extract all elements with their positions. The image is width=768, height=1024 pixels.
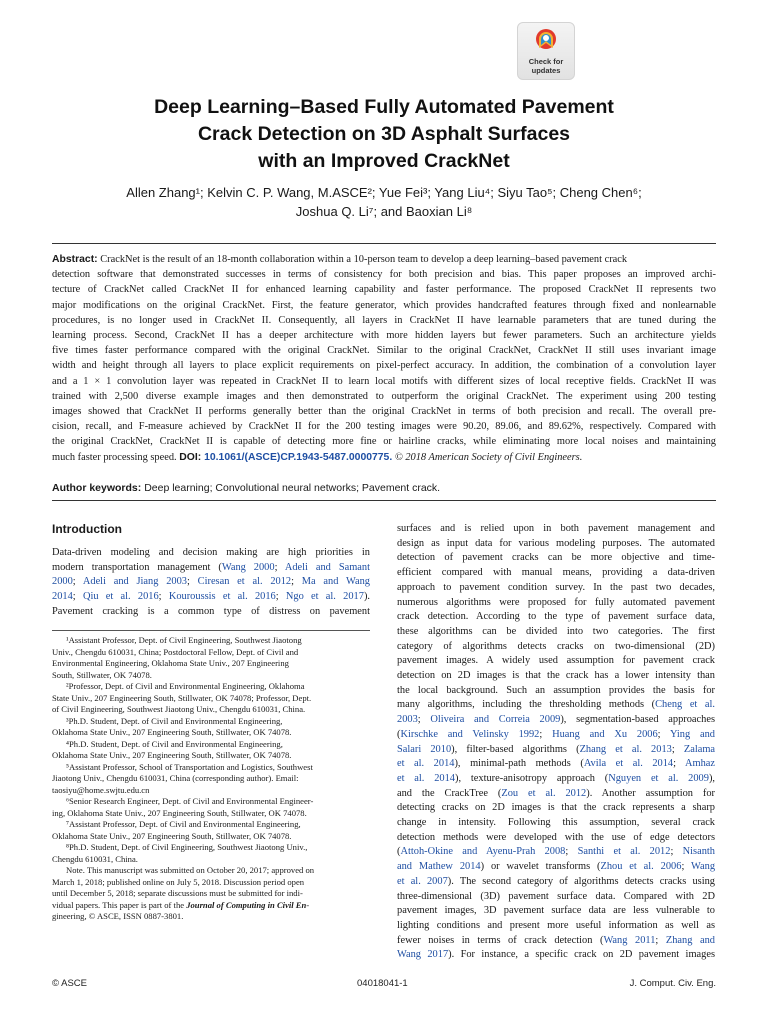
left-column	[52, 546, 370, 620]
body-text: ;	[72, 576, 83, 588]
citation-link[interactable]: Oliveira and Correia 2009	[430, 714, 561, 726]
footnote-text: Note. This manuscript was submitted on October 20, 2017; approved on	[66, 865, 315, 875]
body-line	[397, 610, 715, 625]
citation-link[interactable]: Salari 2010	[397, 743, 452, 755]
body-text: three-dimensional (3D) pavement surface data. Compared with 2D	[397, 890, 715, 902]
citation-link[interactable]: Santhi et al. 2012	[577, 846, 671, 858]
body-text: ;	[187, 576, 198, 588]
body-text: ;	[275, 591, 286, 603]
footnote-line	[52, 888, 370, 900]
footnote-line	[52, 681, 370, 693]
body-line	[397, 625, 715, 640]
citation-link[interactable]: Adeli and Samant	[284, 561, 370, 573]
footnote-line	[52, 819, 370, 831]
abstract-line: detection software that demonstrated successes in terms of consistency for both precision and bias. This paper proposes an improved archi-	[52, 269, 716, 281]
body-text: ;	[539, 728, 553, 740]
citation-link[interactable]: Zhou et al. 2006	[600, 861, 682, 873]
title-line: Deep Learning–Based Fully Automated Pavement	[154, 96, 614, 118]
footnote-text: ing, Oklahoma State Univ., 207 Engineering South, Stillwater, OK 74078.	[52, 807, 307, 818]
body-text: ;	[670, 846, 683, 858]
keywords-text: Deep learning; Convolutional neural networks; Pavement crack.	[144, 482, 441, 494]
footnote-line	[52, 693, 370, 705]
keywords-label: Author keywords:	[52, 482, 142, 494]
author-keywords	[52, 481, 716, 495]
footnote-line	[52, 785, 370, 797]
body-text: ), segmentation-based approaches	[560, 714, 715, 726]
body-text: ;	[158, 591, 169, 603]
body-line	[397, 919, 715, 934]
citation-link[interactable]: Kirschke and Velinsky 1992	[400, 728, 540, 740]
abstract-line: procedures, is no longer used in CrackNet II. Consequently, all layers in CrackNet II have learnable parameters that are tuned during the	[52, 314, 716, 326]
body-line	[397, 566, 715, 581]
body-line	[397, 875, 715, 890]
body-text: ;	[673, 758, 685, 770]
footnote-text: ²Professor, Dept. of Civil and Environmental Engineering, Oklahoma	[66, 681, 305, 691]
body-text: these algorithms can be divided into two categories. The first	[397, 625, 715, 637]
footnote-line	[52, 900, 370, 912]
footnote-line	[52, 877, 370, 889]
citation-link[interactable]: et al. 2007	[397, 875, 448, 887]
body-line	[397, 728, 715, 743]
footnote-line	[52, 831, 370, 843]
body-text: ).	[363, 591, 370, 603]
citation-link[interactable]: Zou et al. 2012	[501, 787, 587, 799]
abstract-text: CrackNet is the result of an 18-month collaboration within a 10-person team to develop a deep learning–based pavement crack	[100, 254, 628, 265]
footnote-text: taosiyu@home.swjtu.edu.cn	[52, 784, 150, 795]
citation-link[interactable]: Cheng et al.	[655, 699, 715, 711]
footnote-line	[52, 739, 370, 751]
section-heading: Introduction	[52, 522, 122, 536]
body-line	[397, 890, 715, 905]
footnote-line	[52, 727, 370, 739]
footnote-line	[52, 911, 370, 923]
title-line: Crack Detection on 3D Asphalt Surfaces	[197, 123, 571, 145]
body-text: ;	[417, 714, 431, 726]
footnote-text: of Civil Engineering, Southwest Jiaotong Univ., Chengdu 610031, China.	[52, 704, 306, 714]
body-text: crack detection. According to the type of pavement surface data,	[397, 611, 715, 623]
body-line	[397, 698, 715, 713]
body-text: Pavement cracking is a common type of distress on pavement	[52, 605, 370, 617]
footnote-text: ⁸Ph.D. Student, Dept. of Civil Engineering, Southwest Jiaotong Univ.,	[66, 842, 308, 852]
body-text: numerous algorithms were proposed for fully automated pavement	[397, 596, 715, 608]
footer-article-number: 04018041-1	[357, 978, 408, 989]
body-line	[52, 590, 370, 605]
footnote-text: Oklahoma State Univ., 207 Engineering South, Stillwater, OK 74078.	[52, 727, 292, 737]
footnote-text: South, Stillwater, OK 74078.	[52, 669, 152, 680]
citation-link[interactable]: Ying and	[669, 728, 715, 740]
footnote-text: until December 5, 2018; separate discussions must be submitted for indi-	[52, 888, 303, 898]
footnote-text: ⁴Ph.D. Student, Dept. of Civil and Environmental Engineering,	[66, 738, 283, 749]
footnote-line	[52, 635, 370, 647]
footnote-line	[52, 762, 370, 774]
footnote-line	[52, 854, 370, 866]
body-text: detection on 2D images is that the crack has a lower intensity than	[397, 670, 715, 682]
footnote-line	[52, 865, 370, 877]
body-text: detecting cracks on 2D images is that the crack represents a sharp	[397, 802, 715, 814]
paper-title	[60, 94, 708, 175]
body-text: pavement images, 3D pavement surface data are less vulnerable to	[397, 905, 715, 917]
body-text: efficient compared with manual means, providing a data-driven	[397, 567, 715, 579]
body-text: ). For instance, a specific crack on 2D pavement images	[448, 949, 715, 961]
right-column	[397, 522, 715, 963]
body-line	[397, 684, 715, 699]
body-text: lighting conditions and present more useful information as well as	[397, 919, 715, 931]
citation-link[interactable]: Attoh-Okine and Ayenu-Prah 2008	[400, 846, 566, 858]
citation-link[interactable]: Avila et al. 2014	[583, 758, 674, 770]
body-text: ), texture-anisotropy approach (	[455, 772, 609, 784]
footnote-line	[52, 716, 370, 728]
body-line	[397, 934, 715, 949]
abstract-line: five times faster performance compared with the original CrackNet. Similar to the original CrackNet, CrackNet II still uses invariant image	[52, 345, 716, 357]
citation-link[interactable]: Qiu et al. 2016	[82, 591, 159, 603]
body-line	[52, 605, 370, 620]
citation-link[interactable]: Kouroussis et al. 2016	[168, 591, 276, 603]
body-line	[397, 551, 715, 566]
footer-journal: J. Comput. Civ. Eng.	[629, 978, 716, 989]
body-line	[397, 640, 715, 655]
citation-link[interactable]: Nguyen et al. 2009	[608, 772, 709, 784]
body-line	[397, 831, 715, 846]
footer-publisher: © ASCE	[52, 978, 87, 989]
body-text: approach to pavement condition survey. In the past two decades,	[397, 581, 715, 593]
footnote-line	[52, 842, 370, 854]
citation-link[interactable]: Huang and Xu 2006	[552, 728, 658, 740]
body-text: ),	[708, 772, 715, 784]
abstract-line: cision, recall, and F-measure achieved by CrackNet II for the 200 testing images were 90.20, 89.06, and 89.62%, respectively. Compared with	[52, 421, 716, 433]
abstract-line: and a 1 × 1 convolution layer was repeated in CrackNet II to learn local motifs with different sizes of local receptive fields. CrackNet II was	[52, 375, 716, 387]
footnote-line	[52, 808, 370, 820]
citation-link[interactable]: Wang 2017	[397, 949, 449, 961]
abstract-body	[52, 267, 716, 449]
footnote-text: Univ., Chengdu 610031, China; Postdoctoral Fellow, Dept. of Civil and	[52, 646, 299, 657]
citation-link[interactable]: Zhang et al. 2013	[579, 743, 672, 755]
citation-link[interactable]: Ma and Wang	[301, 576, 370, 588]
citation-link[interactable]: 2003	[397, 714, 418, 726]
footnote-text: vidual papers. This paper is part of the	[52, 899, 187, 910]
abstract-line: learning process. Second, CrackNet II has a deeper architecture with more hidden layers but fewer parameters. Such an architecture yields	[52, 330, 716, 342]
citation-link[interactable]: Ciresan et al. 2012	[197, 576, 292, 588]
body-line	[397, 743, 715, 758]
body-text: change in intensity. Following this assumption, several crack	[397, 817, 715, 829]
footnotes	[52, 635, 370, 923]
abstract-line: tecture of CrackNet called CrackNet II for enhanced learning capability and faster performance. The proposed CrackNet II represents two	[52, 284, 716, 296]
citation-link[interactable]: et al. 2014	[397, 772, 456, 784]
badge-line-2: updates	[531, 66, 561, 75]
body-line	[52, 561, 370, 576]
footnote-line	[52, 647, 370, 659]
abstract-text: much faster processing speed.	[52, 451, 177, 463]
abstract-line	[52, 450, 716, 465]
abstract-line: images showed that CrackNet II performs generally better than the original CrackNet in terms of both precision and recall. The overall pre-	[52, 406, 716, 418]
footnote-text: ³Ph.D. Student, Dept. of Civil and Environmental Engineering,	[66, 715, 283, 726]
body-text: ;	[72, 591, 83, 603]
footnote-text: ¹Assistant Professor, Dept. of Civil Engineering, Southwest Jiaotong	[66, 635, 302, 645]
body-text: Data-driven modeling and decision making are high priorities in	[52, 547, 370, 558]
body-line	[397, 522, 715, 537]
footnote-line	[52, 796, 370, 808]
citation-link[interactable]: Wang 2000	[221, 561, 275, 573]
body-line	[52, 546, 370, 561]
body-text: ) or wavelet transforms (	[480, 861, 601, 873]
doi	[179, 452, 392, 463]
journal-name: Journal of Computing in Civil En-	[186, 899, 310, 910]
body-text: ;	[671, 743, 684, 755]
abstract-line: trained with 2,500 diverse example images and then demonstrated to outperform the original CrackNet. The experiment using 200 testing	[52, 390, 716, 402]
body-text: (	[397, 846, 401, 858]
body-text: category of algorithms detects cracks on two-dimensional (2D)	[397, 640, 715, 652]
crossmark-icon	[535, 28, 557, 56]
citation-link[interactable]: Zalama	[683, 743, 715, 755]
doi-label: DOI:	[179, 451, 202, 463]
citation-link[interactable]: 2014	[52, 591, 73, 603]
footnote-line	[52, 670, 370, 682]
body-text: ). The second category of algorithms detects cracks using	[447, 875, 715, 887]
footnote-text: ⁶Senior Research Engineer, Dept. of Civil and Environmental Engineer-	[66, 796, 314, 806]
body-text: design as input data for various modeling purposes. The automated	[397, 537, 715, 549]
doi-link[interactable]: 10.1061/(ASCE)CP.1943-5487.0000775.	[204, 451, 393, 463]
footnote-text: Chengdu 610031, China.	[52, 853, 138, 864]
citation-link[interactable]: Zhang and	[665, 934, 715, 946]
body-line	[397, 713, 715, 728]
body-text: detection methods were developed with the use of edge detectors	[397, 831, 715, 843]
body-line	[397, 948, 715, 963]
body-line	[52, 575, 370, 590]
body-line	[397, 904, 715, 919]
body-text: surfaces and is relied upon in both pavement management and	[397, 523, 715, 534]
footnote-line	[52, 773, 370, 785]
citation-link[interactable]: 2000	[52, 576, 73, 588]
body-line	[397, 669, 715, 684]
footnote-rule	[52, 630, 370, 631]
citation-link[interactable]: and Mathew 2014	[397, 861, 481, 873]
body-line	[397, 772, 715, 787]
footnote-text: Oklahoma State Univ., 207 Engineering South, Stillwater, OK 74078.	[52, 750, 292, 760]
body-line	[397, 757, 715, 772]
keywords-bottom-rule	[52, 500, 716, 501]
body-text: ;	[274, 561, 285, 573]
body-line	[397, 787, 715, 802]
footnote-line	[52, 750, 370, 762]
footnote-text: ⁵Assistant Professor, School of Transportation and Logistics, Southwest	[66, 761, 313, 772]
body-text: (	[397, 728, 401, 740]
abstract-line	[52, 252, 716, 267]
body-line	[397, 581, 715, 596]
title-line: with an Improved CrackNet	[258, 150, 510, 172]
body-text: ;	[565, 846, 578, 858]
abstract	[52, 252, 716, 465]
body-text: pavement images. A widely used assumption for pavement crack	[397, 655, 715, 667]
copyright: © 2018 American Society of Civil Engineers.	[394, 451, 583, 463]
footnote-text: gineering, © ASCE, ISSN 0887-3801.	[52, 911, 184, 921]
footnote-line	[52, 704, 370, 716]
abstract-line: the original CrackNet, CrackNet II is capable of detecting more fine or hairline cracks, while eliminating more local noises and maintaining	[52, 436, 716, 448]
abstract-top-rule	[52, 243, 716, 244]
check-for-updates-badge[interactable]	[517, 22, 575, 80]
body-text: ), minimal-path methods (	[454, 758, 584, 770]
body-text: detection of pavement cracks can be more objective and time-	[397, 552, 715, 564]
citation-link[interactable]: et al. 2014	[397, 758, 455, 770]
abstract-line: width and height through all layers to place explicit requirements on pixel-perfect accuracy. In addition, the combination of a convolution layer	[52, 360, 716, 372]
footnote-line	[52, 658, 370, 670]
body-line	[397, 860, 715, 875]
body-line	[397, 537, 715, 552]
footnote-text: ⁷Assistant Professor, Dept. of Civil and Environmental Engineering,	[66, 819, 301, 829]
body-text: fewer noises in terms of crack detection (	[397, 934, 604, 946]
author-list	[60, 183, 708, 221]
body-line	[397, 801, 715, 816]
footnote-text: Oklahoma State Univ., 207 Engineering South, Stillwater, OK 74078.	[52, 830, 292, 841]
body-text: ;	[655, 934, 666, 946]
author-line: Joshua Q. Li⁷; and Baoxian Li⁸	[295, 204, 473, 219]
body-line	[397, 816, 715, 831]
body-text: and the CrackTree (	[397, 787, 502, 799]
footnote-text: State Univ., 207 Engineering South, Stillwater, OK 74078; Professor, Dept.	[52, 692, 312, 703]
body-line	[397, 654, 715, 669]
body-text: ;	[291, 576, 302, 588]
badge-line-1: Check for	[528, 57, 564, 66]
body-line	[397, 596, 715, 611]
citation-link[interactable]: Wang 2011	[603, 934, 656, 946]
citation-link[interactable]: Nisanth	[682, 846, 715, 858]
footnote-text: Jiaotong Univ., Chengdu 610031, China (corresponding author). Email:	[52, 773, 299, 783]
author-line: Allen Zhang¹; Kelvin C. P. Wang, M.ASCE²; Yue Fei³; Yang Liu⁴; Siyu Tao⁵; Cheng Chen⁶;	[126, 185, 642, 200]
body-text: modern transportation management (	[52, 561, 222, 573]
citation-link[interactable]: Adeli and Jiang 2003	[82, 576, 187, 588]
citation-link[interactable]: Wang	[691, 861, 715, 873]
body-text: ;	[657, 728, 670, 740]
body-text: the local background. Such an assumption provides the basis for	[397, 684, 715, 696]
body-text: ), filter-based algorithms (	[451, 743, 580, 755]
body-text: many algorithms, including the thresholding methods (	[397, 699, 656, 711]
abstract-line: major modifications on the original CrackNet. First, the feature generator, which provides handcrafted features through fixed and nonlearnable	[52, 299, 716, 311]
body-line	[397, 845, 715, 860]
footnote-text: March 1, 2018; published online on July 5, 2018. Discussion period open	[52, 876, 305, 887]
body-text: ;	[681, 861, 692, 873]
body-text: ). Another assumption for	[586, 787, 715, 799]
footnote-text: Environmental Engineering, Oklahoma State Univ., 207 Engineering	[52, 658, 289, 668]
citation-link[interactable]: Amhaz	[684, 758, 715, 770]
citation-link[interactable]: Ngo et al. 2017	[285, 591, 364, 603]
abstract-label: Abstract:	[52, 254, 98, 265]
